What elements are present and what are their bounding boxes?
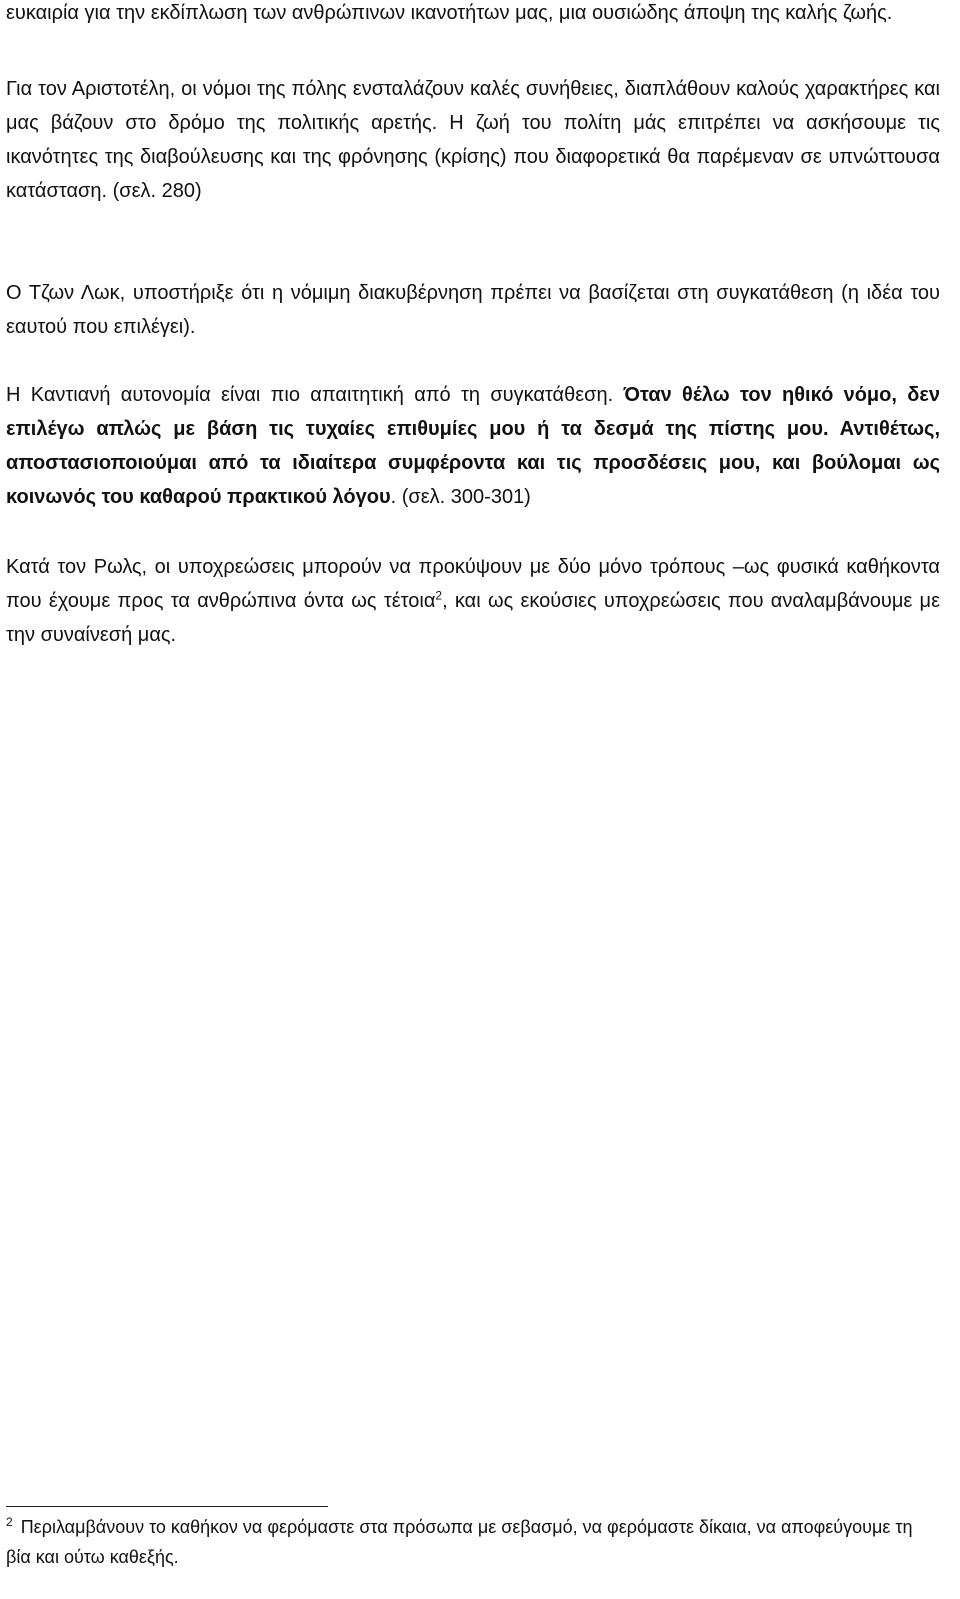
paragraph-2: Για τον Αριστοτέλη, οι νόμοι της πόλης ενσταλάζουν καλές συνήθειες, διαπλάθουν καλούς χαρακτήρες και μας βάζουν στο δρόμο της πολιτικής αρετής. Η ζωή του πολίτη μάς επιτρέπει να ασκήσουμε τις ικανότητες της διαβούλευσης και της φρόνησης (κρίσης) που διαφορετικά θα παρέμεναν σε υπνώττουσα κατάσταση. (σελ. 280) xyxy=(6,78,940,202)
paragraph-3: Ο Τζων Λωκ, υποστήριξε ότι η νόμιμη διακυβέρνηση πρέπει να βασίζεται στη συγκατάθεση (η ιδέα του εαυτού που επιλέγει). xyxy=(6,282,940,338)
paragraph-1: ευκαιρία για την εκδίπλωση των ανθρώπινων ικανοτήτων μας, μια ουσιώδης άποψη της καλής ζωής. xyxy=(6,2,893,24)
footnote xyxy=(6,1512,940,1572)
footnote-reference[interactable]: 2 xyxy=(435,588,443,603)
footnote-number: 2 xyxy=(6,1515,13,1529)
paragraph-5 xyxy=(6,550,940,652)
paragraph-4 xyxy=(6,378,940,514)
paragraph-5-text-after: , και ως εκούσιες υποχρεώσεις που αναλαμβάνουμε με την συναίνεσή μας. xyxy=(6,590,940,646)
paragraph-4-intro: Η Καντιανή αυτονομία είναι πιο απαιτητική από τη συγκατάθεση. xyxy=(6,384,624,406)
paragraph-4-citation: . (σελ. 300-301) xyxy=(390,486,531,508)
paragraph-4-bold-quote: Όταν θέλω τον ηθικό νόμο, δεν επιλέγω απλώς με βάση τις τυχαίες επιθυμίες μου ή τα δεσμά της πίστης μου. Αντιθέτως, αποστασιοποιούμαι από τα ιδιαίτερα συμφέροντα και τις προσδέσεις μου, και βούλομαι ως κοινωνός του καθαρού πρακτικού λόγου xyxy=(6,384,940,508)
paragraph-5-text-before: Κατά τον Ρωλς, οι υποχρεώσεις μπορούν να προκύψουν με δύο μόνο τρόπους –ως φυσικά καθήκοντα που έχουμε προς τα ανθρώπινα όντα ως τέτοια xyxy=(6,556,940,612)
footnote-text: Περιλαμβάνουν το καθήκον να φερόμαστε στα πρόσωπα με σεβασμό, να φερόμαστε δίκαια, να αποφεύγουμε τη βία και ούτω καθεξής. xyxy=(6,1517,913,1567)
footnote-separator xyxy=(6,1506,328,1507)
